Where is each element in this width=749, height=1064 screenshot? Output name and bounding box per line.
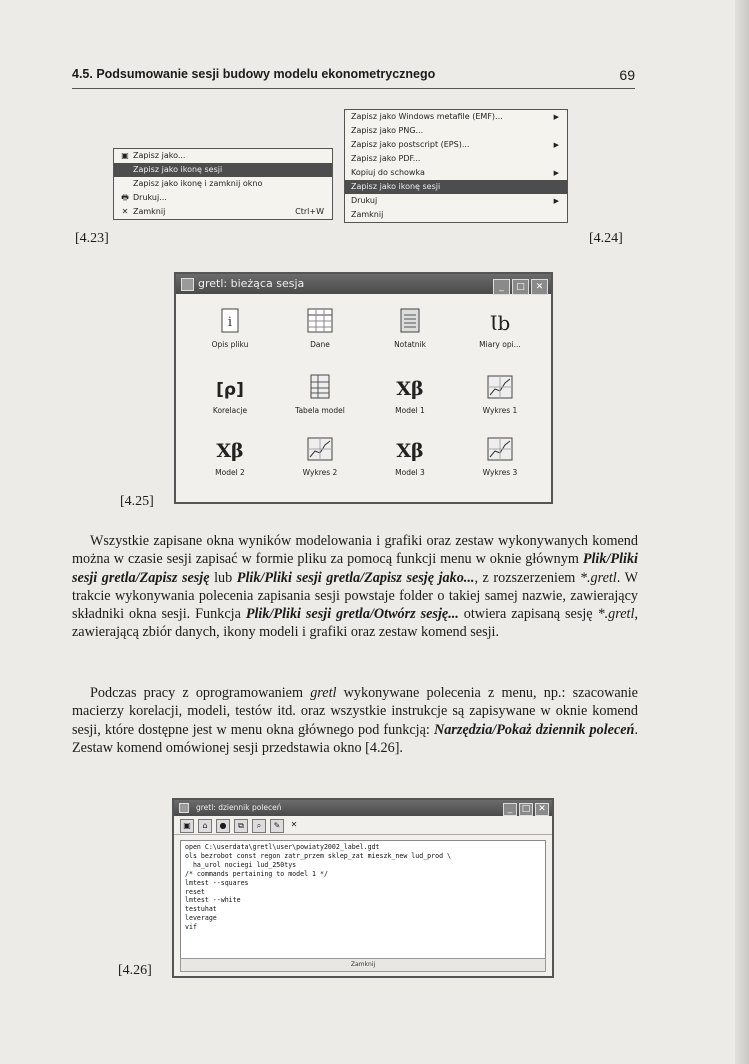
menu-item-print[interactable]: 🖶 Drukuj... bbox=[114, 191, 332, 205]
session-context-menu bbox=[113, 148, 333, 220]
close-icon[interactable]: ✕ bbox=[535, 803, 549, 816]
session-window bbox=[174, 272, 553, 504]
session-window-titlebar bbox=[176, 274, 551, 294]
svg-text:[ρ]: [ρ] bbox=[216, 380, 244, 400]
menu-item-save-pdf[interactable]: Zapisz jako PDF... bbox=[351, 154, 421, 163]
paragraph-2: Podczas pracy z oprogramowaniem gretl wykonywane polecenia z menu, np.: szacowanie macierzy korelacji, modeli, testów itd. oraz wszystkie instrukcje są zapisywane w oknie komend sesji, które dostępne jest w menu okna głównego pod funkcją: Narzędzia/Pokaż dziennik poleceń. Zestaw komend omówionej sesji przedstawia okno [4.26]. bbox=[72, 685, 638, 756]
model-icon bbox=[215, 436, 245, 462]
submenu-arrow-icon: ▶ bbox=[553, 197, 559, 205]
close-icon[interactable]: ✕ bbox=[290, 820, 298, 829]
minimize-icon[interactable]: _ bbox=[493, 279, 510, 295]
menu-path: Plik/Pliki sesji gretla/Otwórz sesję... bbox=[245, 606, 459, 623]
session-icon-data[interactable]: Dane bbox=[280, 308, 360, 349]
graph-context-menu bbox=[344, 109, 568, 223]
svg-text:Ɩb: Ɩb bbox=[489, 311, 511, 334]
close-icon: ✕ bbox=[121, 207, 129, 216]
menu-path: Narzędzia/Pokaż dziennik poleceń bbox=[433, 721, 635, 738]
window-title: gretl: dziennik poleceń bbox=[196, 803, 282, 812]
session-icon-model-3[interactable]: Xβ Model 3 bbox=[370, 436, 450, 477]
log-toolbar bbox=[174, 816, 552, 835]
menu-item-save-as-session-icon[interactable]: Zapisz jako ikonę sesji bbox=[114, 163, 332, 177]
paragraph-1: Wszystkie zapisane okna wyników modelowania i grafiki oraz zestaw wykonywanych komend można w czasie sesji zapisać w formie pliku za pomocą funkcji menu w oknie głównym Plik/Pliki sesji gretla/Zapisz sesję lub Plik/Pliki sesji gretla/Zapisz sesję jako..., z rozszerzeniem *.gretl. W trakcie wykonywania polecenia zapisania sesji powstaje folder o takiej samej nazwie, zawierający składniki okna sesji. Funkcja Plik/Pliki sesji gretla/Otwórz sesję... otwiera zapisaną sesję *.gretl, zawierającą zbiór danych, ikony modeli i grafiki oraz zestaw komend sesji. bbox=[72, 533, 638, 641]
maximize-icon[interactable]: □ bbox=[512, 279, 529, 295]
submenu-arrow-icon: ▶ bbox=[553, 113, 559, 121]
caption-4-25: [4.25] bbox=[120, 494, 154, 509]
model-table-icon bbox=[305, 374, 335, 400]
data-grid-icon bbox=[305, 308, 335, 334]
model-icon bbox=[395, 436, 425, 462]
svg-text:Xβ: Xβ bbox=[396, 378, 424, 400]
header-rule bbox=[72, 88, 635, 89]
graph-icon bbox=[305, 436, 335, 462]
graph-icon bbox=[485, 436, 515, 462]
log-line: lmtest --squares bbox=[185, 878, 249, 887]
edit-icon[interactable]: ✎ bbox=[270, 819, 284, 833]
submenu-arrow-icon: ▶ bbox=[553, 169, 559, 177]
notepad-icon bbox=[395, 308, 425, 334]
run-icon[interactable]: ● bbox=[216, 819, 230, 833]
log-line: leverage bbox=[185, 914, 217, 923]
session-icon-graph-2[interactable]: Wykres 2 bbox=[280, 436, 360, 477]
command-log-text[interactable] bbox=[180, 840, 546, 964]
running-header bbox=[72, 67, 635, 85]
save-icon[interactable]: ▣ bbox=[180, 819, 194, 833]
graph-icon bbox=[485, 374, 515, 400]
printer-icon: 🖶 bbox=[121, 193, 129, 202]
session-icon-model-1[interactable]: Xβ Model 1 bbox=[370, 374, 450, 415]
log-line: lmtest --white bbox=[185, 896, 241, 905]
caption-4-23: [4.23] bbox=[75, 231, 109, 246]
caption-4-24: [4.24] bbox=[589, 231, 623, 246]
log-line: reset bbox=[185, 887, 205, 896]
log-line: ols bezrobot const regon zatr_przem sklep_zat mieszk_new lud_prod \ bbox=[185, 851, 451, 860]
correlation-icon bbox=[215, 374, 245, 400]
gretl-app-icon bbox=[179, 803, 189, 813]
menu-item-save-icon-close[interactable]: Zapisz jako ikonę i zamknij okno bbox=[133, 179, 263, 188]
menu-item-save-session-icon[interactable]: Zapisz jako ikonę sesji bbox=[345, 180, 567, 194]
svg-text:i: i bbox=[227, 315, 233, 330]
close-icon[interactable]: ✕ bbox=[531, 279, 548, 295]
copy-icon[interactable]: ⧉ bbox=[234, 819, 248, 833]
command-log-window bbox=[172, 798, 554, 978]
menu-item-save-as[interactable]: ▣ Zapisz jako... bbox=[114, 149, 332, 163]
svg-text:Xβ: Xβ bbox=[396, 440, 424, 462]
menu-path: Plik/Pliki sesji gretla/Zapisz sesję jako... bbox=[236, 569, 475, 586]
submenu-arrow-icon: ▶ bbox=[553, 141, 559, 149]
log-line: open C:\userdata\gretl\user\powiaty2002_label.gdt bbox=[185, 843, 380, 851]
session-icon-model-2[interactable]: Xβ Model 2 bbox=[190, 436, 270, 477]
gretl-app-icon bbox=[181, 278, 194, 291]
log-window-titlebar bbox=[174, 800, 552, 816]
window-title: gretl: bieżąca sesja bbox=[198, 277, 305, 290]
menu-item-print[interactable]: Drukuj ▶ bbox=[345, 194, 567, 208]
model-icon bbox=[395, 374, 425, 400]
session-icon-file-info[interactable]: i Opis pliku bbox=[190, 308, 270, 349]
caption-4-26: [4.26] bbox=[118, 963, 152, 978]
shortcut-label: Ctrl+W bbox=[295, 207, 324, 216]
session-icon-graph-1[interactable]: Wykres 1 bbox=[460, 374, 540, 415]
menu-item-copy-clipboard[interactable]: Kopiuj do schowka ▶ bbox=[345, 166, 567, 180]
page-number: 69 bbox=[619, 67, 635, 83]
minimize-icon[interactable]: _ bbox=[503, 803, 517, 816]
menu-item-close[interactable]: ✕ Zamknij Ctrl+W bbox=[114, 205, 332, 219]
save-icon: ▣ bbox=[121, 151, 129, 160]
session-icon-model-table[interactable]: Tabela model bbox=[280, 374, 360, 415]
close-button[interactable]: Zamknij bbox=[180, 958, 546, 972]
session-icon-graph-3[interactable]: Wykres 3 bbox=[460, 436, 540, 477]
log-line: vif bbox=[185, 923, 197, 932]
maximize-icon[interactable]: □ bbox=[519, 803, 533, 816]
log-line: ha_urol nociegi lud_250tys bbox=[185, 860, 297, 869]
menu-path: Plik/Pliki sesji gretla/Zapisz sesję bbox=[72, 551, 638, 586]
menu-item-save-png[interactable]: Zapisz jako PNG... bbox=[351, 126, 424, 135]
menu-item-save-eps[interactable]: Zapisz jako postscript (EPS)... ▶ bbox=[345, 138, 567, 152]
page-gutter-shadow bbox=[735, 0, 749, 1064]
session-icon-correlation[interactable]: [ρ] Korelacje bbox=[190, 374, 270, 415]
summary-stats-icon bbox=[485, 308, 515, 334]
info-file-icon bbox=[215, 308, 245, 334]
log-line: testuhat bbox=[185, 905, 217, 914]
section-title: 4.5. Podsumowanie sesji budowy modelu ekonometrycznego bbox=[72, 67, 436, 81]
menu-item-close[interactable]: Zamknij bbox=[351, 210, 384, 219]
log-line: /* commands pertaining to model 1 */ bbox=[185, 869, 328, 878]
print-icon[interactable]: ⌂ bbox=[198, 819, 212, 833]
find-icon[interactable]: ⌕ bbox=[252, 819, 266, 833]
menu-item-save-emf[interactable]: Zapisz jako Windows metafile (EMF)... ▶ bbox=[345, 110, 567, 124]
session-icon-summary[interactable]: Ɩb Miary opi... bbox=[460, 308, 540, 349]
session-icon-notepad[interactable]: Notatnik bbox=[370, 308, 450, 349]
svg-text:Xβ: Xβ bbox=[216, 440, 244, 462]
